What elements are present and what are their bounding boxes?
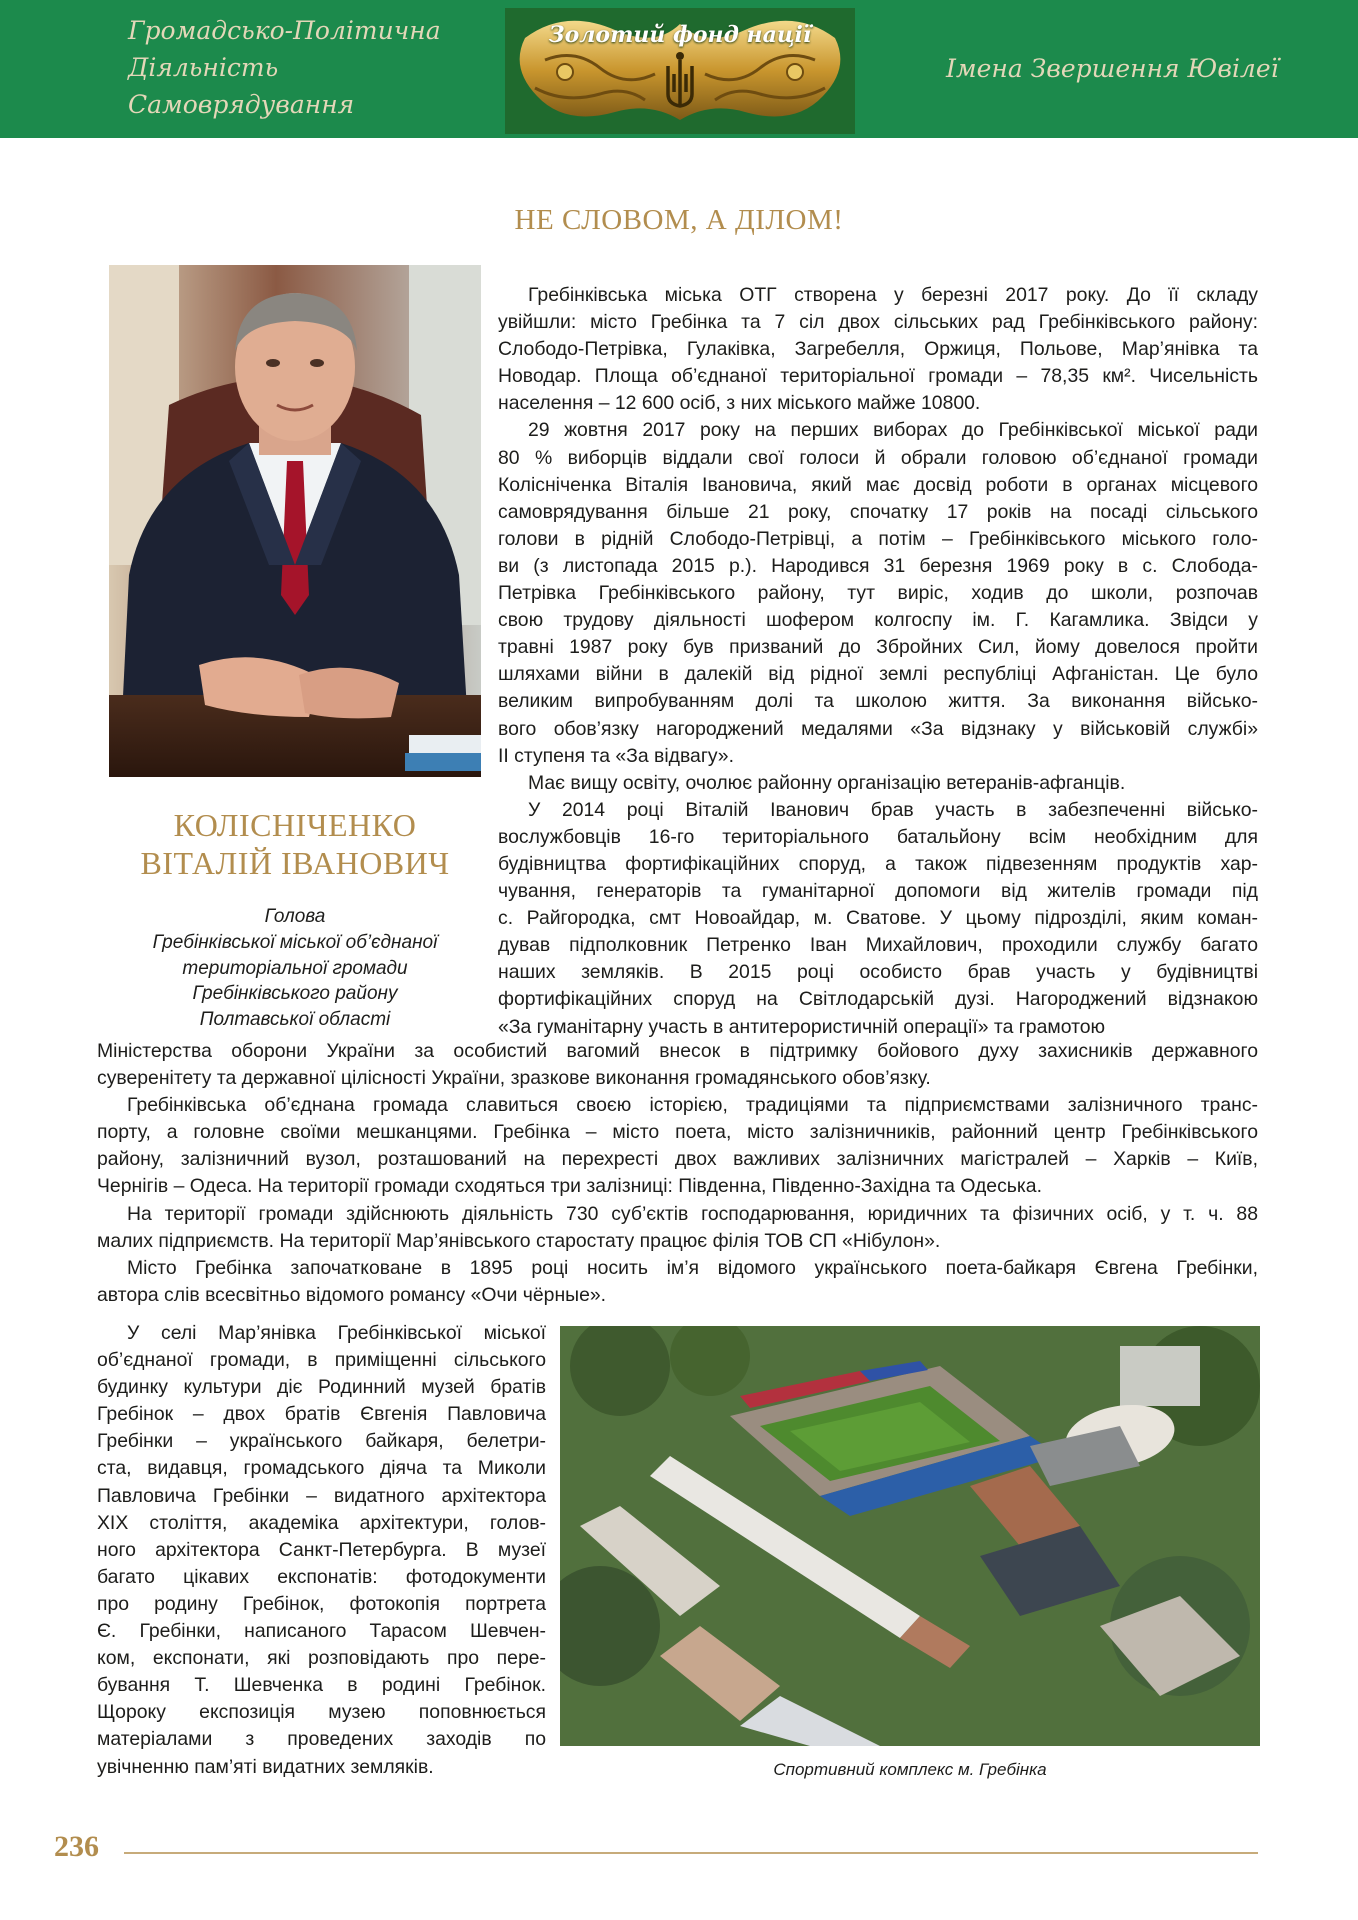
line-text: об’єднаної громади, в приміщенні сільського	[97, 1349, 546, 1372]
text-line	[97, 1092, 1258, 1119]
body-paragraph	[498, 797, 1258, 1041]
line-text: багато цікавих експонатів: фотодокументи	[97, 1565, 546, 1588]
text-line	[498, 282, 1258, 309]
line-text: вого обов’язку нагороджений медалями «За відзнаку у військовій службі»	[498, 717, 1258, 740]
text-line	[498, 797, 1258, 824]
text-line	[97, 1282, 1258, 1309]
line-text: травні 1987 року був призваний до Збройних Сил, йому довелося пройти	[498, 636, 1258, 659]
text-line	[498, 634, 1258, 661]
line-text: Щороку експозиція музею поповнюється	[97, 1701, 546, 1724]
text-line	[498, 336, 1258, 363]
person-surname: КОЛІСНІЧЕНКО	[173, 807, 417, 843]
line-text: ного архітектора Санкт-Петербурга. В музеї	[97, 1538, 546, 1561]
text-line	[498, 716, 1258, 743]
gold-fund-emblem	[505, 8, 855, 134]
text-line	[97, 1119, 1258, 1146]
text-line	[97, 1618, 546, 1645]
line-text: фортифікаційних споруд на Світлодарській дузі. Нагороджений відзнакою	[498, 988, 1258, 1011]
line-text: Має вищу освіту, очолює районну організацію ветеранів-афганців.	[528, 771, 1126, 794]
article-body-top	[498, 282, 1258, 1041]
text-line	[97, 1455, 546, 1482]
position-line: Гребінківського району	[192, 983, 398, 1005]
text-line	[498, 390, 1258, 417]
text-line	[97, 1173, 1258, 1200]
line-text: автора слів всесвітньо відомого романсу «Очи чёрные».	[97, 1283, 607, 1306]
line-text: наших земляків. В 2015 році особисто брав участь у будівництві	[498, 961, 1258, 984]
footer-divider	[124, 1852, 1258, 1854]
text-line	[498, 445, 1258, 472]
text-line	[97, 1255, 1258, 1282]
text-line	[97, 1726, 546, 1753]
text-line	[498, 688, 1258, 715]
text-line	[97, 1201, 1258, 1228]
body-paragraph	[97, 1320, 546, 1781]
text-line	[498, 878, 1258, 905]
text-line	[498, 526, 1258, 553]
text-line	[97, 1564, 546, 1591]
line-text: суверенітету та державної цілісності України, зразкове виконання громадянського обов’язку.	[97, 1067, 931, 1090]
text-line	[498, 986, 1258, 1013]
text-line	[97, 1645, 546, 1672]
page-number: 236	[54, 1830, 99, 1863]
text-line	[498, 932, 1258, 959]
line-text: ви (з листопада 2015 р.). Народився 31 березня 1969 року в с. Слобода-	[498, 554, 1258, 577]
text-line	[97, 1065, 1258, 1092]
article-headline: НЕ СЛОВОМ, А ДІЛОМ!	[514, 204, 844, 236]
line-text: про родину Гребінок, фотокопія портрета	[97, 1592, 546, 1615]
text-line	[97, 1699, 546, 1726]
line-text: с. Райгородка, смт Новоайдар, м. Сватове. У цьому підрозділі, яким коман-	[498, 907, 1258, 930]
text-line	[97, 1483, 546, 1510]
text-line	[97, 1374, 546, 1401]
text-line	[97, 1537, 546, 1564]
body-paragraph	[97, 1255, 1258, 1309]
line-text: Місто Гребінка започатковане в 1895 році носить ім’я відомого українського поета-байкаря Євгена Гребінки,	[127, 1256, 1258, 1279]
line-text: Новодар. Площа об’єднаної територіальної громади – 78,35 км². Чисельність	[498, 365, 1258, 388]
line-text: населення – 12 600 осіб, з них міського майже 10800.	[498, 392, 981, 415]
text-line	[97, 1347, 546, 1374]
text-line	[498, 743, 1258, 770]
line-text: свою трудову діяльності шофером колгоспу ім. Г. Кагамлика. Звідси у	[498, 609, 1258, 632]
text-line	[97, 1401, 546, 1428]
article-body-full	[97, 1038, 1258, 1309]
line-text: вослужбовців 16-го територіального батальйону всім необхідним для	[498, 825, 1258, 848]
position-line: Голова	[264, 906, 326, 927]
line-text: самоврядування більше 21 року, спочатку 17 років на посаді сільського	[498, 500, 1258, 523]
text-line	[498, 905, 1258, 932]
person-given-names: ВІТАЛІЙ ІВАНОВИЧ	[140, 845, 450, 881]
line-text: Гребінківська об’єднана громада славиться своєю історією, традиціями та підприємствами залізничного транс-	[127, 1094, 1258, 1117]
header-rubric: Самоврядування	[128, 90, 355, 119]
text-line	[97, 1428, 546, 1455]
text-line	[498, 580, 1258, 607]
line-text: малих підприємств. На території Мар’янівського старостату працює філія ТОВ СП «Нібулон».	[97, 1229, 941, 1252]
text-line	[498, 309, 1258, 336]
line-text: шляхами війни в далекій від рідної землі республіці Афганістан. Це було	[498, 663, 1258, 686]
line-text: Гребінок – двох братів Євгенія Павловича	[97, 1403, 546, 1426]
line-text: будівництва фортифікаційних споруд, а також підвезенням продуктів хар-	[498, 852, 1258, 875]
position-line: територіальної громади	[182, 957, 408, 979]
line-text: Петрівка Гребінківського району, тут виріс, ходив до школи, розпочав	[498, 582, 1258, 605]
portrait-photo	[109, 265, 481, 777]
line-text: ста, видавця, громадського діяча та Миколи	[97, 1457, 546, 1480]
person-name	[100, 806, 490, 882]
body-paragraph	[97, 1038, 1258, 1092]
text-line	[97, 1038, 1258, 1065]
line-text: ІІ ступеня та «За відвагу».	[498, 744, 734, 767]
text-line	[498, 363, 1258, 390]
header-left-rubrics	[128, 12, 488, 123]
text-line	[97, 1510, 546, 1537]
museum-paragraph	[97, 1320, 546, 1781]
text-line	[498, 851, 1258, 878]
line-text: XIX століття, академіка архітектури, голов-	[97, 1511, 546, 1534]
line-text: Гребінки – українського байкаря, белетри-	[97, 1430, 546, 1453]
text-line	[97, 1672, 546, 1699]
text-line	[498, 499, 1258, 526]
line-text: Міністерства оборони України за особистий вагомий внесок в підтримку бойового духу захисників державного	[97, 1040, 1258, 1062]
text-line	[498, 417, 1258, 444]
position-line: Гребінківської міської об’єднаної	[152, 931, 438, 953]
body-paragraph	[97, 1201, 1258, 1255]
line-text: увійшли: місто Гребінка та 7 сіл двох сільських рад Гребінківського району:	[498, 311, 1258, 334]
photo-caption: Спортивний комплекс м. Гребінка	[773, 1760, 1047, 1779]
emblem-title: Золотий фонд нації	[548, 22, 812, 48]
text-line	[498, 553, 1258, 580]
line-text: порту, а головне своїми мешканцями. Гребінка – місто поета, місто залізничників, районний центр Гребінківського	[97, 1121, 1258, 1144]
text-line	[498, 661, 1258, 688]
line-text: 80 % виборців віддали свої голоси й обрали головою об’єднаної громади	[498, 446, 1258, 469]
line-text: 29 жовтня 2017 року на перших виборах до Гребінківської міської ради	[528, 419, 1258, 442]
line-text: будинку культури діє Родинний музей братів	[97, 1376, 546, 1399]
line-text: Чернігів – Одеса. На території громади сходяться три залізниці: Південна, Південно-Західна та Одеська.	[97, 1175, 1042, 1198]
stadium-aerial-photo	[560, 1326, 1260, 1746]
line-text: «За гуманітарну участь в антитерористичній операції» та грамотою	[498, 1015, 1106, 1038]
line-text: Є. Гребінки, написаного Тарасом Шевчен-	[97, 1620, 546, 1643]
text-line	[97, 1228, 1258, 1255]
line-text: бування Т. Шевченка в родині Гребінок.	[97, 1674, 546, 1697]
line-text: матеріалами з проведених заходів по	[97, 1728, 546, 1751]
text-line	[97, 1591, 546, 1618]
text-line	[498, 770, 1258, 797]
line-text: Гребінківська міська ОТГ створена у березні 2017 року. До її складу	[528, 284, 1258, 306]
header-rubric: Громадсько-Політична	[128, 16, 441, 45]
text-line	[97, 1320, 546, 1347]
person-position	[100, 904, 490, 1033]
position-line: Полтавської області	[199, 1009, 391, 1031]
line-text: У 2014 році Віталій Іванович брав участь в забезпеченні військо-	[528, 798, 1258, 821]
text-line	[498, 824, 1258, 851]
line-text: увічненню пам’яті видатних земляків.	[97, 1755, 434, 1778]
line-text: Слободо-Петрівка, Гулаківка, Загребелля, Оржиця, Польове, Мар’янівка та	[498, 338, 1258, 361]
text-line	[498, 1014, 1258, 1041]
page-header	[0, 0, 1358, 138]
line-text: На території громади здійснюють діяльність 730 суб’єктів господарювання, юридичних та фізичних осіб, у т. ч. 88	[127, 1202, 1258, 1225]
line-text: У селі Мар’янівка Гребінківської міської	[127, 1322, 546, 1344]
text-line	[498, 607, 1258, 634]
line-text: району, залізничний вузол, розташований на перехресті двох важливих залізничних магістралей – Харків – Київ,	[97, 1148, 1258, 1171]
text-line	[97, 1754, 546, 1781]
line-text: Павловича Гребінки – видатного архітектора	[97, 1484, 546, 1507]
line-text: чування, генераторів та гуманітарної допомоги від жителів громади під	[498, 880, 1258, 903]
header-rubric: Діяльність	[128, 53, 279, 82]
header-right-rubrics: Імена Звершення Ювілеї	[946, 54, 1279, 83]
line-text: дував підполковник Петренко Іван Михайлович, проходили службу багато	[498, 934, 1258, 957]
body-paragraph	[498, 770, 1258, 797]
text-line	[498, 959, 1258, 986]
line-text: великим випробуванням долі та школою життя. За виконання військо-	[498, 690, 1258, 713]
body-paragraph	[498, 282, 1258, 417]
body-paragraph	[498, 417, 1258, 769]
body-paragraph	[97, 1092, 1258, 1200]
text-line	[498, 472, 1258, 499]
line-text: ком, експонати, які розповідають про пере-	[97, 1647, 546, 1670]
line-text: голови в рідній Слободо-Петрівці, а потім – Гребінківського міського голо-	[498, 527, 1258, 550]
text-line	[97, 1146, 1258, 1173]
line-text: Колісніченка Віталія Івановича, який має досвід роботи в органах місцевого	[498, 473, 1258, 496]
